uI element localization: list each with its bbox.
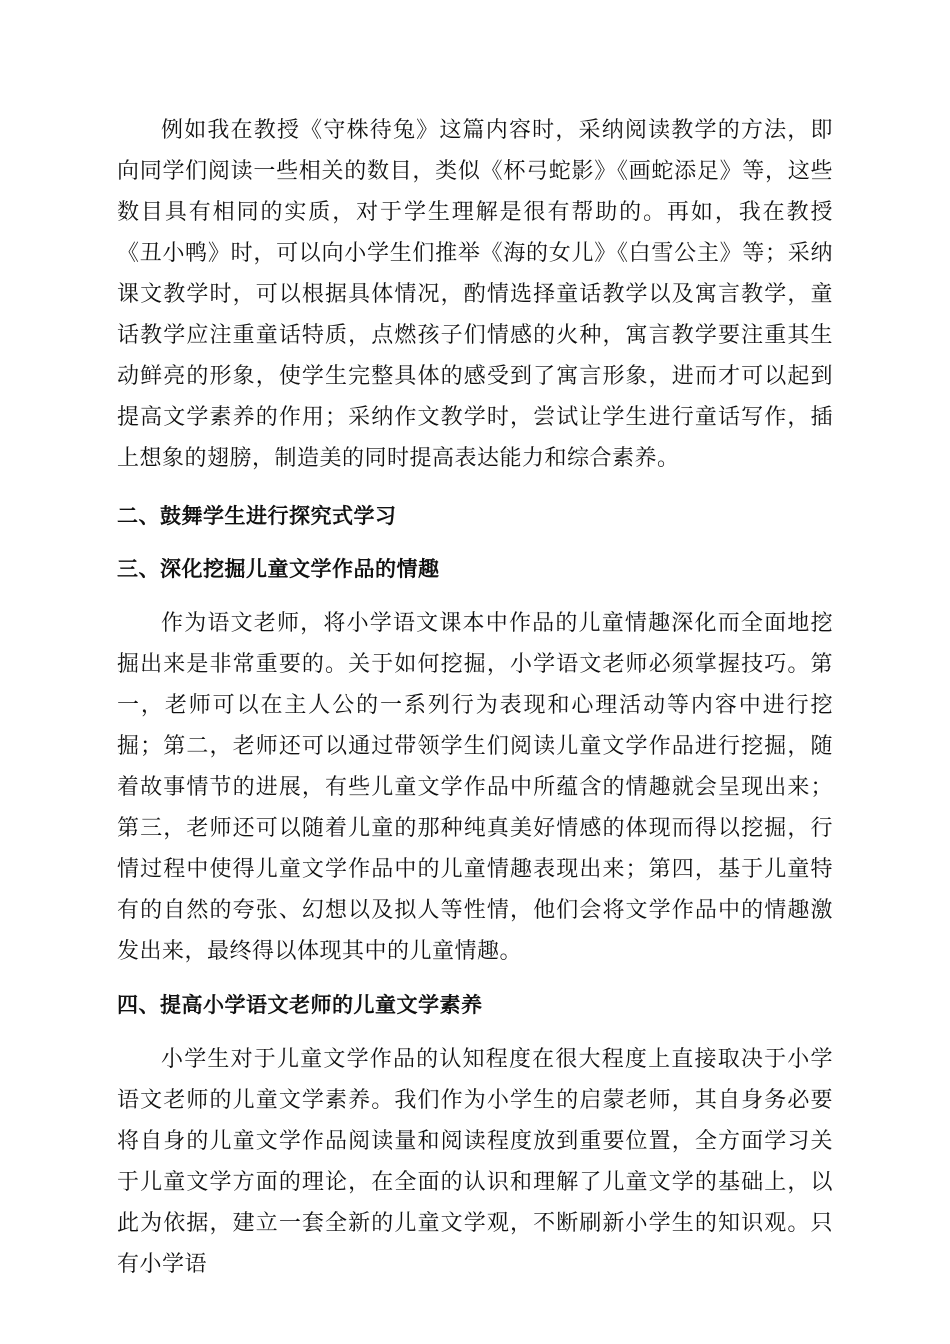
document-page bbox=[117, 110, 833, 1285]
body-paragraph: 小学生对于儿童文学作品的认知程度在很大程度上直接取决于小学语文老师的儿童文学素养。我们作为小学生的启蒙老师，其自身务必要将自身的儿童文学作品阅读量和阅读程度放到重要位置，全方面学习关于儿童文学方面的理论，在全面的认识和理解了儿童文学的基础上，以此为依据，建立一套全新的儿童文学观，不断刷新小学生的知识观。只有小学语 bbox=[117, 1047, 833, 1277]
section-heading: 二、鼓舞学生进行探究式学习 bbox=[117, 504, 397, 528]
body-paragraph: 作为语文老师，将小学语文课本中作品的儿童情趣深化而全面地挖掘出来是非常重要的。关于如何挖掘，小学语文老师必须掌握技巧。第一，老师可以在主人公的一系列行为表现和心理活动等内容中进行挖掘；第二，老师还可以通过带领学生们阅读儿童文学作品进行挖掘，随着故事情节的进展，有些儿童文学作品中所蕴含的情趣就会呈现出来；第三，老师还可以随着儿童的那种纯真美好情感的体现而得以挖掘，行情过程中使得儿童文学作品中的儿童情趣表现出来；第四，基于儿童特有的自然的夸张、幻想以及拟人等性情，他们会将文学作品中的情趣激发出来，最终得以体现其中的儿童情趣。 bbox=[117, 611, 833, 964]
body-paragraph: 例如我在教授《守株待兔》这篇内容时，采纳阅读教学的方法，即向同学们阅读一些相关的数目，类似《杯弓蛇影》《画蛇添足》等，这些数目具有相同的实质，对于学生理解是很有帮助的。再如，我在教授《丑小鸭》时，可以向小学生们推举《海的女儿》《白雪公主》等；采纳课文教学时，可以根据具体情况，酌情选择童话教学以及寓言教学，童话教学应注重童话特质，点燃孩子们情感的火种，寓言教学要注重其生动鲜亮的形象，使学生完整具体的感受到了寓言形象，进而才可以起到提高文学素养的作用；采纳作文教学时，尝试让学生进行童话写作，插上想象的翅膀，制造美的同时提高表达能力和综合素养。 bbox=[117, 118, 833, 471]
section-heading: 四、提高小学语文老师的儿童文学素养 bbox=[117, 993, 483, 1017]
section-heading: 三、深化挖掘儿童文学作品的情趣 bbox=[117, 557, 440, 581]
